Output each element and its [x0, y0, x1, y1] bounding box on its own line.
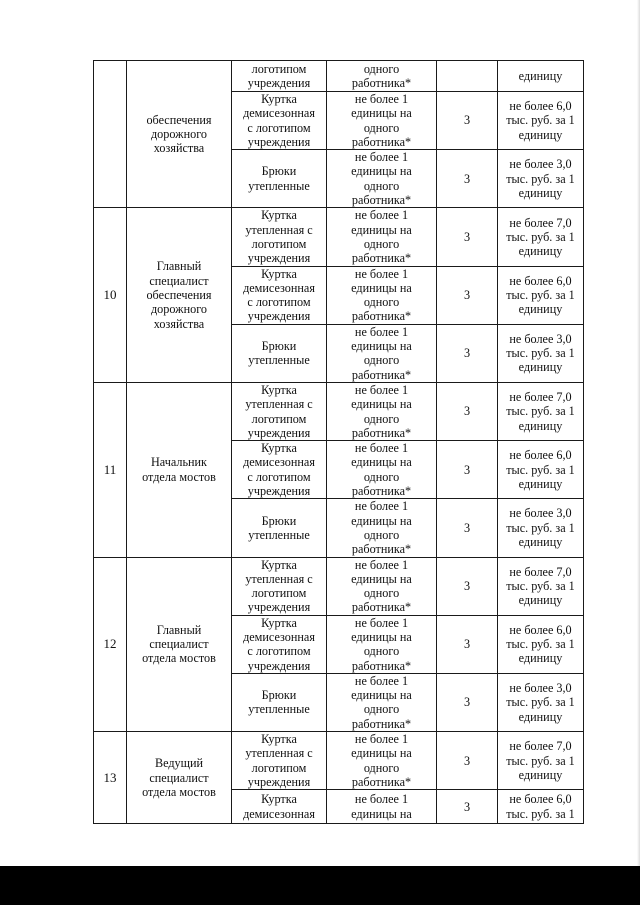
position-title: Ведущий специалист отдела мостов [142, 756, 216, 799]
item-price: не более 3,0 тыс. руб. за 1 единицу [506, 681, 575, 724]
item-price-cell [498, 208, 584, 266]
row-number: 12 [94, 557, 127, 732]
item-wear-years: 3 [463, 346, 471, 361]
item-price: не более 7,0 тыс. руб. за 1 единицу [506, 390, 575, 433]
item-quantity-cell [327, 150, 437, 208]
item-price-cell [498, 92, 584, 150]
item-wear-years-cell [437, 208, 498, 266]
item-quantity: не более 1 единицы на одного работника* [351, 266, 412, 324]
item-name-cell [232, 557, 327, 615]
item-wear-years-cell [437, 615, 498, 673]
position-cell [127, 382, 232, 557]
item-quantity-cell [327, 324, 437, 382]
item-quantity-cell [327, 499, 437, 557]
item-name-cell [232, 673, 327, 731]
table-row [94, 61, 584, 92]
item-name: Куртка демисезонная с логотипом учреждения [243, 441, 315, 499]
position-title: Главный специалист отдела мостов [142, 622, 216, 666]
item-name: Брюки утепленные [248, 164, 310, 193]
item-price-cell [498, 441, 584, 499]
item-price: не более 7,0 тыс. руб. за 1 единицу [506, 564, 575, 608]
position-cell [127, 557, 232, 732]
item-price-cell [498, 615, 584, 673]
row-number [94, 61, 127, 208]
item-name-cell [232, 324, 327, 382]
item-wear-years-cell [437, 266, 498, 324]
item-wear-years-cell [437, 92, 498, 150]
item-price: не более 7,0 тыс. руб. за 1 единицу [506, 215, 575, 259]
item-quantity-cell [327, 441, 437, 499]
item-price: не более 7,0 тыс. руб. за 1 единицу [506, 739, 575, 782]
position-cell [127, 208, 232, 383]
item-name: Куртка утепленная с логотипом учреждения [245, 732, 313, 789]
item-price-cell [498, 790, 584, 824]
item-price-cell [498, 732, 584, 790]
table-row [94, 732, 584, 790]
item-quantity-cell [327, 673, 437, 731]
item-wear-years-cell [437, 790, 498, 824]
table-body [94, 61, 584, 824]
item-quantity-cell [327, 615, 437, 673]
item-quantity: не более 1 единицы на одного работника* [351, 382, 412, 440]
item-wear-years: 3 [463, 520, 471, 535]
item-wear-years-cell [437, 557, 498, 615]
item-price: не более 3,0 тыс. руб. за 1 единицу [506, 331, 575, 375]
position-title: Начальник отдела мостов [142, 455, 216, 484]
scan-bottom-band [0, 866, 640, 905]
item-name-cell [232, 615, 327, 673]
table-row [94, 382, 584, 440]
item-name-cell [232, 61, 327, 92]
item-price-cell [498, 382, 584, 440]
item-name-cell [232, 441, 327, 499]
table-row [94, 208, 584, 266]
item-quantity: не более 1 единицы на одного работника* [351, 557, 412, 615]
item-wear-years-cell [437, 324, 498, 382]
item-name-cell [232, 208, 327, 266]
item-wear-years: 3 [463, 229, 471, 244]
item-price: не более 3,0 тыс. руб. за 1 единицу [506, 506, 575, 550]
item-quantity: не более 1 единицы на одного работника* [351, 615, 412, 673]
position-title: обеспечения дорожного хозяйства [146, 112, 212, 156]
item-quantity: не более 1 единицы на одного работника* [351, 150, 412, 208]
position-title: Главный специалист обеспечения дорожного хозяйства [146, 259, 212, 331]
item-price: не более 3,0 тыс. руб. за 1 единицу [506, 157, 575, 200]
item-quantity: одного работника* [351, 61, 412, 90]
item-price-cell [498, 266, 584, 324]
item-wear-years-cell [437, 150, 498, 208]
item-name: Куртка демисезонная с логотипом учреждения [243, 615, 315, 673]
item-quantity: не более 1 единицы на одного работника* [351, 441, 412, 499]
item-wear-years: 3 [463, 171, 471, 186]
item-name: Брюки утепленные [248, 513, 310, 542]
item-price: не более 6,0 тыс. руб. за 1 единицу [506, 273, 575, 317]
item-wear-years: 3 [463, 578, 471, 593]
row-number: 13 [94, 732, 127, 824]
item-quantity-cell [327, 382, 437, 440]
item-name-cell [232, 266, 327, 324]
item-quantity: не более 1 единицы на одного работника* [351, 324, 412, 382]
item-name: Куртка утепленная с логотипом учреждения [245, 557, 313, 615]
item-wear-years-cell [437, 61, 498, 92]
item-quantity: не более 1 единицы на одного работника* [351, 732, 412, 789]
item-quantity-cell [327, 790, 437, 824]
item-wear-years: 3 [463, 462, 471, 477]
item-price: не более 6,0 тыс. руб. за 1 единицу [506, 99, 575, 142]
item-wear-years: 3 [463, 113, 471, 128]
item-price-cell [498, 150, 584, 208]
item-price: не более 6,0 тыс. руб. за 1 [506, 792, 575, 821]
item-name: Куртка демисезонная с логотипом учреждения [243, 92, 315, 149]
item-price-cell [498, 557, 584, 615]
item-quantity: не более 1 единицы на одного работника* [351, 499, 412, 557]
table-row [94, 557, 584, 615]
uniform-norms-table [93, 60, 584, 824]
item-wear-years: 3 [463, 799, 471, 814]
item-price: не более 6,0 тыс. руб. за 1 единицу [506, 622, 575, 666]
item-name-cell [232, 382, 327, 440]
item-name-cell [232, 732, 327, 790]
item-price-cell [498, 61, 584, 92]
item-wear-years-cell [437, 382, 498, 440]
item-name-cell [232, 150, 327, 208]
item-wear-years: 3 [463, 288, 471, 302]
item-price: не более 6,0 тыс. руб. за 1 единицу [506, 448, 575, 491]
item-name: Куртка утепленная с логотипом учреждения [245, 382, 313, 440]
item-price: единицу [518, 68, 563, 83]
item-quantity-cell [327, 557, 437, 615]
item-wear-years: 3 [463, 637, 471, 652]
item-price-cell [498, 324, 584, 382]
item-name: Брюки утепленные [248, 339, 310, 368]
item-quantity: не более 1 единицы на одного работника* [351, 92, 412, 149]
item-name-cell [232, 790, 327, 824]
item-wear-years: 3 [463, 404, 471, 419]
item-quantity: не более 1 единицы на одного работника* [351, 208, 412, 266]
item-name: Куртка демисезонная [243, 792, 315, 821]
item-quantity: не более 1 единицы на одного работника* [351, 673, 412, 731]
item-quantity-cell [327, 61, 437, 92]
item-quantity-cell [327, 208, 437, 266]
item-name-cell [232, 92, 327, 150]
item-name-cell [232, 499, 327, 557]
item-name: Куртка демисезонная с логотипом учреждения [243, 266, 315, 324]
item-wear-years-cell [437, 441, 498, 499]
item-quantity: не более 1 единицы на [351, 792, 412, 821]
item-price-cell [498, 499, 584, 557]
row-number: 10 [94, 208, 127, 383]
item-wear-years: 3 [463, 753, 471, 768]
item-wear-years-cell [437, 732, 498, 790]
item-wear-years-cell [437, 499, 498, 557]
item-name: логотипом учреждения [247, 61, 311, 90]
item-name: Брюки утепленные [248, 688, 310, 717]
item-quantity-cell [327, 732, 437, 790]
item-wear-years-cell [437, 673, 498, 731]
position-cell [127, 732, 232, 824]
position-cell [127, 61, 232, 208]
item-quantity-cell [327, 266, 437, 324]
item-quantity-cell [327, 92, 437, 150]
item-wear-years: 3 [463, 695, 471, 710]
row-number: 11 [94, 382, 127, 557]
item-name: Куртка утепленная с логотипом учреждения [245, 208, 313, 266]
item-price-cell [498, 673, 584, 731]
